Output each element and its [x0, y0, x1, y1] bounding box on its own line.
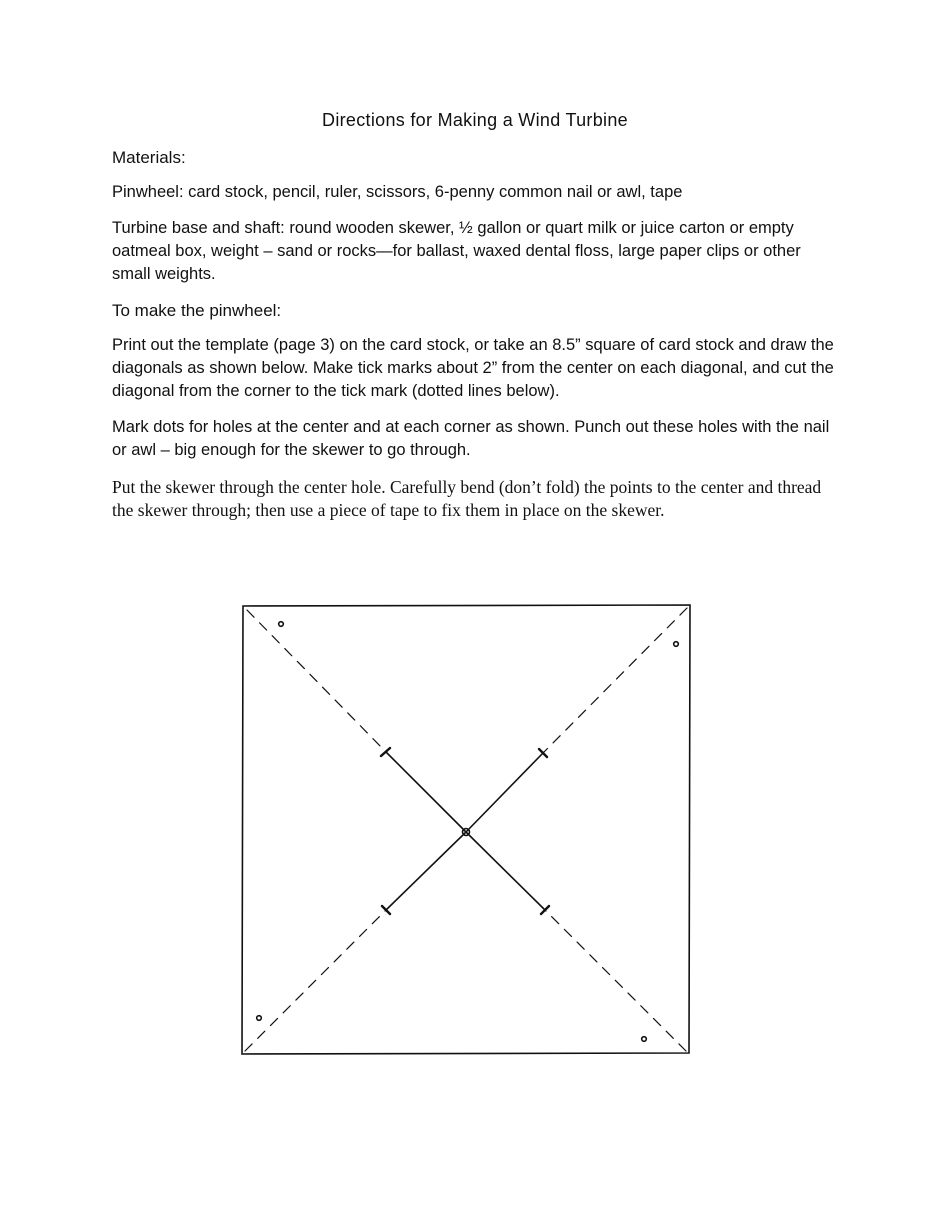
pinwheel-materials: Pinwheel: card stock, pencil, ruler, scissors, 6-penny common nail or awl, tape — [112, 183, 683, 201]
step-3-paragraph: Put the skewer through the center hole. Carefully bend (don’t fold) the points to the center and thread the skewer through; then use a piece of tape to fix them in place on the skewer. — [112, 477, 822, 520]
pinwheel-heading: To make the pinwheel: — [112, 301, 282, 320]
cut-line-ul — [247, 610, 386, 752]
step-1-paragraph: Print out the template (page 3) on the card stock, or take an 8.5” square of card stock and draw the diagonals as shown below. Make tick marks about 2” from the center on each diagonal, and cut the diagonal from the corner to the tick mark (dotted lines below). — [112, 336, 834, 400]
corner-hole-ur — [674, 642, 679, 647]
page-title: Directions for Making a Wind Turbine — [322, 110, 628, 130]
cut-line-ur — [543, 608, 687, 753]
diagonal-solid-ll — [386, 832, 466, 910]
corner-hole-lr — [642, 1037, 647, 1042]
materials-heading: Materials: — [112, 148, 186, 167]
corner-hole-ul — [279, 622, 284, 627]
cut-line-ll — [245, 910, 386, 1051]
corner-hole-ll — [257, 1016, 262, 1021]
base-materials: Turbine base and shaft: round wooden skewer, ½ gallon or quart milk or juice carton or empty oatmeal box, weight – sand or rocks—for ballast, waxed dental floss, large paper clips or other small weights. — [112, 219, 801, 283]
diagonal-solid-lr — [466, 832, 545, 910]
cut-line-lr — [545, 910, 686, 1051]
diagonal-solid-ul — [386, 752, 466, 832]
step-2-paragraph: Mark dots for holes at the center and at each corner as shown. Punch out these holes with the nail or awl – big enough for the skewer to go through. — [112, 418, 830, 459]
pinwheel-template-diagram — [225, 590, 715, 1080]
diagonal-solid-ur — [466, 753, 543, 832]
